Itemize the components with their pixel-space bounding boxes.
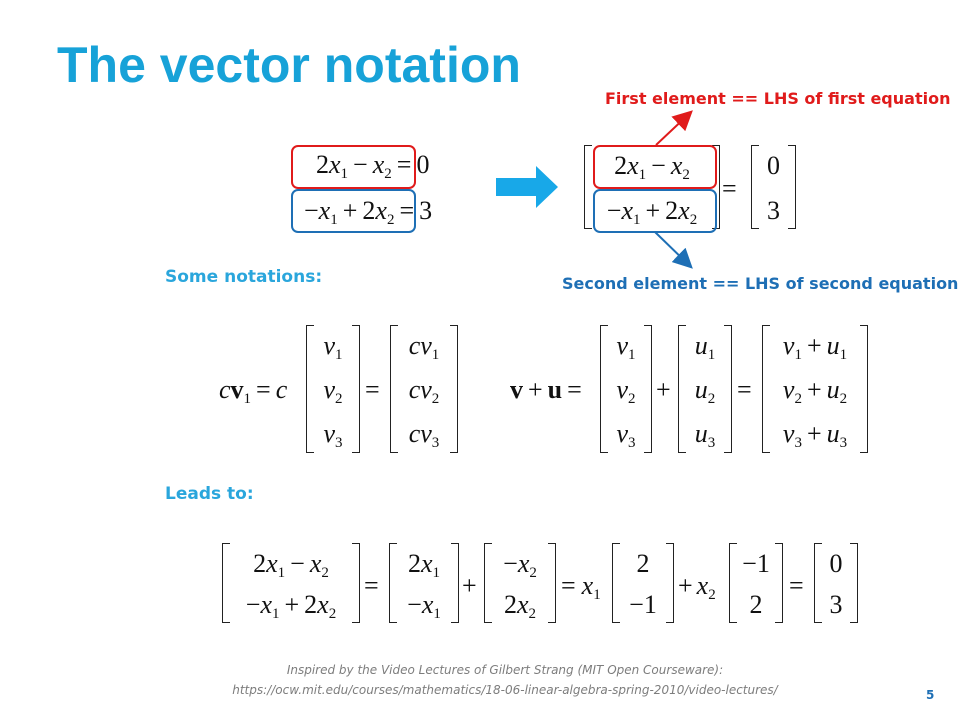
scalar-mult-vector-v: $v_1$ $v_2$ $v_3$: [306, 325, 360, 453]
second-element-annotation: Second element == LHS of second equation: [562, 274, 959, 293]
equation-1-rhs: 0: [416, 150, 430, 179]
vector-add-lhs: v + u =: [510, 375, 582, 404]
leads-equals-2: = $x_1$: [561, 571, 601, 603]
slide-title: The vector notation: [57, 37, 521, 93]
leads-result-bottom: 3: [829, 590, 843, 619]
vector-add-v: $v_1$ $v_2$ $v_3$: [600, 325, 652, 453]
right-arrow-icon: [496, 166, 558, 208]
vector-add-u: $u_1$ $u_2$ $u_3$: [678, 325, 732, 453]
scalar-mult-result: $cv_1$ $cv_2$ $cv_3$: [390, 325, 458, 453]
leads-plus-2: + $x_2$: [678, 571, 716, 603]
rhs-vector-entry-1: 0: [767, 151, 780, 180]
leads-equals-3: =: [789, 571, 804, 600]
leads-coef-1-bottom: −1: [629, 590, 657, 619]
first-element-highlight: [593, 145, 717, 189]
vector-add-plus: +: [656, 375, 671, 404]
vector-add-equals: =: [737, 375, 752, 404]
page-number: 5: [926, 688, 935, 702]
leads-plus-1: +: [462, 571, 477, 600]
leads-result-top: 0: [829, 549, 843, 578]
red-annotation-arrow: [656, 113, 690, 145]
leads-coef-vector-1: [612, 543, 674, 623]
equals-sign: =: [722, 174, 737, 203]
scalar-mult-lhs: $cv_1 = c$: [219, 375, 288, 407]
leads-to-heading: Leads to:: [165, 484, 254, 504]
leads-coef-2-bottom: 2: [749, 590, 763, 619]
lhs-vector: $2x_1 - x_2$ $-x_1 + 2x_2$: [584, 145, 720, 229]
leads-col-2: $-x_2$ $2x_2$: [484, 543, 556, 623]
leads-coef-vector-2: [729, 543, 783, 623]
rhs-vector-entry-2: 3: [767, 196, 780, 225]
second-element-highlight: [593, 189, 717, 233]
first-element-annotation: First element == LHS of first equation: [605, 89, 951, 108]
leads-col-1: $2x_1$ $-x_1$: [389, 543, 459, 623]
equation-2-rhs: 3: [419, 196, 433, 225]
footer-line-1: Inspired by the Video Lectures of Gilbert Strang (MIT Open Courseware):: [286, 663, 724, 677]
leads-result-vector: [814, 543, 858, 623]
equation-1: $2x_1 - x_2 = 0$: [316, 150, 430, 182]
scalar-mult-equals: =: [365, 375, 380, 404]
equation-2: $-x_1 + 2x_2 = 3$: [304, 196, 433, 228]
vector-add-result: $v_1 + u_1$ $v_2 + u_2$ $v_3 + u_3$: [762, 325, 868, 453]
leads-coef-2-top: −1: [742, 549, 770, 578]
leads-coef-1-top: 2: [636, 549, 650, 578]
blue-annotation-arrow: [655, 232, 690, 266]
footer-citation: [0, 660, 960, 700]
leads-lhs-vector: $2x_1 - x_2$ $-x_1 + 2x_2$: [222, 543, 360, 623]
some-notations-heading: Some notations:: [165, 267, 323, 287]
leads-equals-1: =: [364, 571, 379, 600]
footer-line-2: https://ocw.mit.edu/courses/mathematics/18-06-linear-algebra-spring-2010/video-lectures/: [232, 683, 778, 697]
rhs-vector: [751, 145, 796, 229]
